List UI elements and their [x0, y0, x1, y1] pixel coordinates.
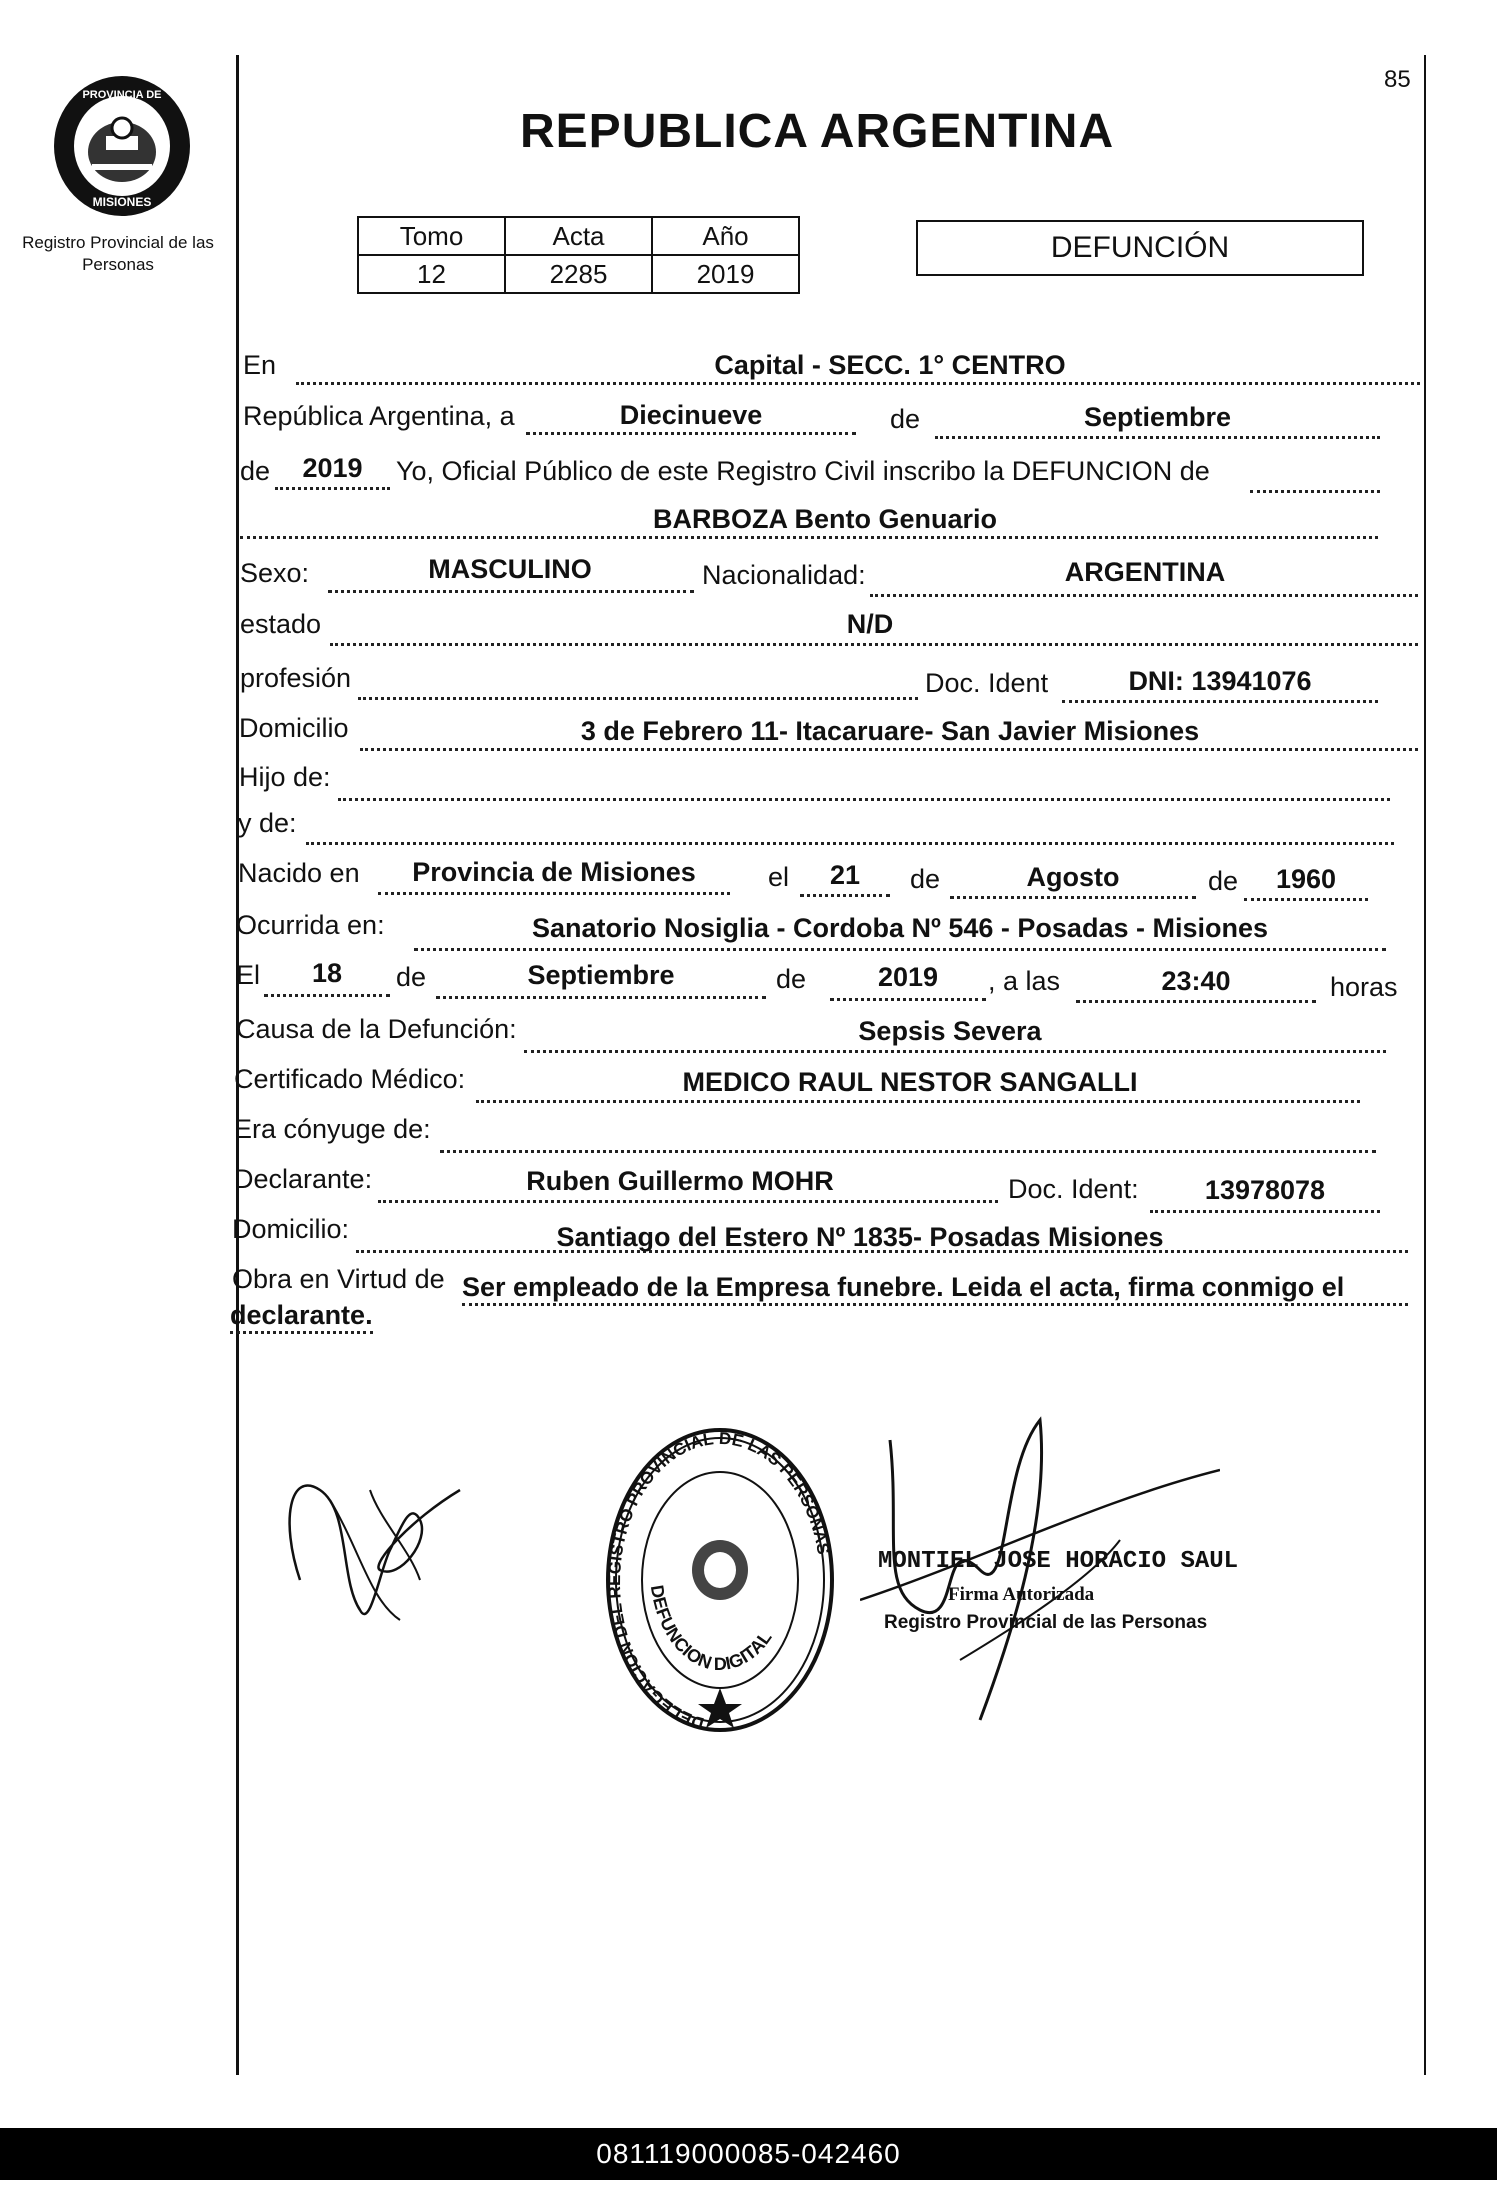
dotted-line [1150, 1210, 1380, 1213]
record-table-header: Acta [505, 217, 652, 255]
birth-year-value: 1960 [1275, 864, 1337, 894]
sexo-label: Sexo: [240, 558, 310, 588]
a-las-label: , a las [988, 966, 1061, 996]
record-table-header: Año [652, 217, 799, 255]
official-stamp [600, 1420, 840, 1740]
ocurrida-en-value: Sanatorio Nosiglia - Cordoba Nº 546 - Posadas - Misiones [531, 913, 1268, 943]
dotted-line [414, 948, 1386, 951]
dotted-line [935, 436, 1380, 439]
obra-text-line2: declarante. [230, 1300, 373, 1334]
dotted-line [296, 382, 1420, 385]
declarante-domicilio-value: Santiago del Estero Nº 1835- Posadas Misiones [556, 1222, 1164, 1252]
death-day-value: 18 [311, 958, 343, 988]
record-table-cell: 2285 [505, 255, 652, 293]
birth-day-value: 21 [829, 860, 861, 890]
declarante-value: Ruben Guillermo MOHR [526, 1166, 834, 1196]
de-label: de [776, 964, 807, 994]
year-value: 2019 [302, 453, 363, 483]
dotted-line [870, 594, 1418, 597]
nacionalidad-value: ARGENTINA [1064, 557, 1226, 587]
nacido-en-value: Provincia de Misiones [412, 857, 696, 887]
death-time-value: 23:40 [1161, 966, 1231, 996]
dotted-line [476, 1100, 1360, 1103]
dotted-line [526, 432, 856, 435]
month-value: Septiembre [1083, 402, 1232, 432]
dotted-line [275, 487, 390, 490]
sexo-value: MASCULINO [428, 554, 592, 584]
de-label: de [240, 456, 271, 486]
de-label: de [910, 864, 941, 894]
svg-text:DELEGACION DEL REGISTRO PROVIN: DELEGACION DEL REGISTRO PROVINCIAL DE LAS PERSONAS [605, 1428, 833, 1734]
footer-code: 081119000085-042460 [596, 2138, 901, 2169]
dotted-line [830, 998, 986, 1001]
svg-text:MISIONES: MISIONES [92, 195, 152, 209]
el-label: El [236, 960, 261, 990]
death-year-value: 2019 [877, 962, 939, 992]
svg-text:PROVINCIA DE: PROVINCIA DE [82, 89, 162, 101]
domicilio-value: 3 de Febrero 11- Itacaruare- San Javier Misiones [580, 716, 1200, 746]
el-label: el [768, 862, 790, 892]
dotted-line [950, 896, 1196, 899]
declarant-signature [270, 1460, 480, 1640]
signatory-org: Registro Provincial de las Personas [884, 1612, 1208, 1633]
estado-value: N/D [846, 609, 894, 639]
signatory-name: MONTIEL JOSE HORACIO SAUL [878, 1548, 1239, 1575]
svg-text:DEFUNCION DIGITAL: DEFUNCION DIGITAL [646, 1583, 776, 1675]
death-month-value: Septiembre [527, 960, 675, 990]
record-table [357, 216, 800, 294]
dotted-line [330, 643, 1418, 646]
deceased-name: BARBOZA Bento Genuario [653, 504, 997, 534]
nacionalidad-label: Nacionalidad: [702, 560, 866, 590]
record-type-box [916, 220, 1364, 276]
dotted-line [1244, 898, 1368, 901]
dotted-line [328, 590, 694, 593]
doc-ident-label: Doc. Ident: [1008, 1174, 1139, 1204]
dotted-line [358, 697, 918, 700]
dotted-line [378, 1200, 998, 1203]
place-value: Capital - SECC. 1° CENTRO [714, 350, 1066, 380]
dotted-line [264, 994, 390, 997]
y-de-label: y de: [238, 808, 297, 838]
dotted-line [1250, 490, 1380, 493]
dotted-line [306, 842, 1394, 845]
republica-label: República Argentina, a [243, 401, 515, 431]
dotted-line [800, 894, 890, 897]
day-words-value: Diecinueve [619, 400, 763, 430]
de-label: de [396, 962, 427, 992]
page-number: 85 [1384, 66, 1411, 93]
record-table-cell: 2019 [652, 255, 799, 293]
dotted-line [378, 892, 730, 895]
birth-month-value: Agosto [1026, 862, 1120, 892]
causa-value: Sepsis Severa [858, 1016, 1042, 1046]
obra-label: Obra en Virtud de [232, 1264, 445, 1294]
en-label: En [243, 350, 277, 380]
record-table-value-row [358, 255, 799, 293]
record-table-header: Tomo [358, 217, 505, 255]
page-title: REPUBLICA ARGENTINA [520, 105, 1115, 158]
right-margin-line [1424, 55, 1426, 2075]
obra-text-line1: Ser empleado de la Empresa funebre. Leida el acta, firma conmigo el [462, 1272, 1408, 1306]
dotted-line [240, 536, 1378, 539]
dotted-line [338, 798, 1390, 801]
dotted-line [360, 748, 1418, 751]
hijo-de-label: Hijo de: [239, 762, 331, 792]
horas-label: horas [1330, 972, 1398, 1002]
certificado-label: Certificado Médico: [234, 1064, 466, 1094]
ocurrida-label: Ocurrida en: [236, 910, 385, 940]
domicilio-label: Domicilio: [232, 1214, 350, 1244]
signatory-role: Firma Autorizada [948, 1584, 1095, 1605]
declarante-doc-value: 13978078 [1204, 1175, 1326, 1205]
record-type: DEFUNCIÓN [1050, 231, 1230, 264]
record-table-cell: 12 [358, 255, 505, 293]
oficial-text: Yo, Oficial Público de este Registro Civil inscribo la DEFUNCION de [396, 456, 1210, 486]
footer-bar [0, 2128, 1497, 2180]
provincial-seal-logo [48, 72, 196, 220]
de-label: de [1208, 866, 1239, 896]
domicilio-label: Domicilio [239, 713, 349, 743]
certificado-value: MEDICO RAUL NESTOR SANGALLI [682, 1067, 1138, 1097]
conyuge-label: Era cónyuge de: [234, 1114, 431, 1144]
profesion-label: profesión [240, 663, 352, 693]
dotted-line [524, 1050, 1386, 1053]
declarante-label: Declarante: [234, 1164, 373, 1194]
nacido-label: Nacido en [238, 858, 360, 888]
dotted-line [1062, 700, 1378, 703]
doc-ident-value: DNI: 13941076 [1128, 666, 1312, 696]
doc-ident-label: Doc. Ident [925, 668, 1049, 698]
dotted-line [440, 1150, 1376, 1153]
estado-label: estado [240, 609, 322, 639]
causa-label: Causa de la Defunción: [236, 1014, 517, 1044]
de-label: de [890, 404, 921, 434]
logo-org-caption: Registro Provincial de las Personas [22, 233, 214, 274]
dotted-line [1076, 1000, 1316, 1003]
record-table-header-row [358, 217, 799, 255]
dotted-line [436, 996, 766, 999]
